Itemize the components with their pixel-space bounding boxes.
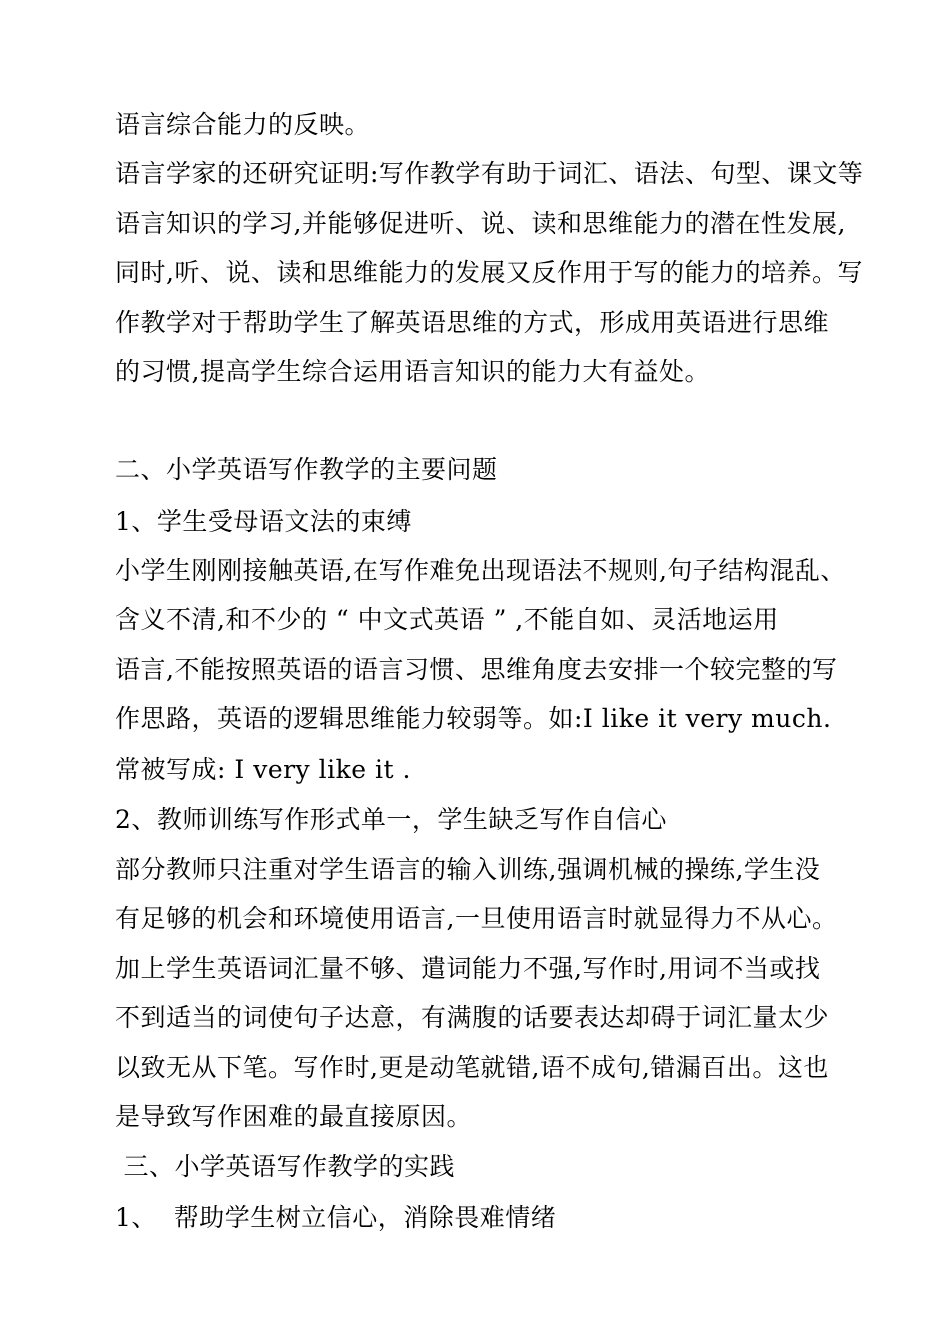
text-line: 作思路，英语的逻辑思维能力较弱等。如:I like it very much. <box>115 704 832 733</box>
subsection-heading: 1、 帮助学生树立信心，消除畏难情绪 <box>115 1203 557 1232</box>
text-line: 语言综合能力的反映。 <box>115 110 371 139</box>
text-line: 不到适当的词使句子达意，有满腹的话要表达却碍于词汇量太少 <box>115 1003 830 1032</box>
text-line: 常被写成: I very like it . <box>115 755 411 784</box>
text-line: 部分教师只注重对学生语言的输入训练,强调机械的操练,学生没 <box>115 855 821 884</box>
text-line: 有足够的机会和环境使用语言,一旦使用语言时就显得力不从心。 <box>115 904 838 933</box>
text-line: 同时,听、说、读和思维能力的发展又反作用于写的能力的培养。写 <box>115 258 863 287</box>
text-line: 语言,不能按照英语的语言习惯、思维角度去安排一个较完整的写 <box>115 655 838 684</box>
section-heading: 三、小学英语写作教学的实践 <box>115 1152 455 1181</box>
text-line: 的习惯,提高学生综合运用语言知识的能力大有益处。 <box>115 357 710 386</box>
text-line: 作教学对于帮助学生了解英语思维的方式，形成用英语进行思维 <box>115 308 830 337</box>
section-heading: 二、小学英语写作教学的主要问题 <box>115 455 498 484</box>
text-line: 以致无从下笔。写作时,更是动笔就错,语不成句,错漏百出。这也 <box>115 1053 829 1082</box>
text-line: 加上学生英语词汇量不够、遣词能力不强,写作时,用词不当或找 <box>115 954 821 983</box>
text-line: 含义不清,和不少的 “ 中文式英语 ” ,不能自如、灵活地运用 <box>115 605 779 634</box>
text-line: 是导致写作困难的最直接原因。 <box>115 1102 473 1131</box>
subsection-heading: 1、学生受母语文法的束缚 <box>115 507 412 536</box>
text-line: 小学生刚刚接触英语,在写作难免出现语法不规则,句子结构混乱、 <box>115 556 846 585</box>
text-line: 语言知识的学习,并能够促进听、说、读和思维能力的潜在性发展, <box>115 209 846 238</box>
text-line: 语言学家的还研究证明:写作教学有助于词汇、语法、句型、课文等 <box>115 159 864 188</box>
subsection-heading: 2、教师训练写作形式单一，学生缺乏写作自信心 <box>115 805 667 834</box>
